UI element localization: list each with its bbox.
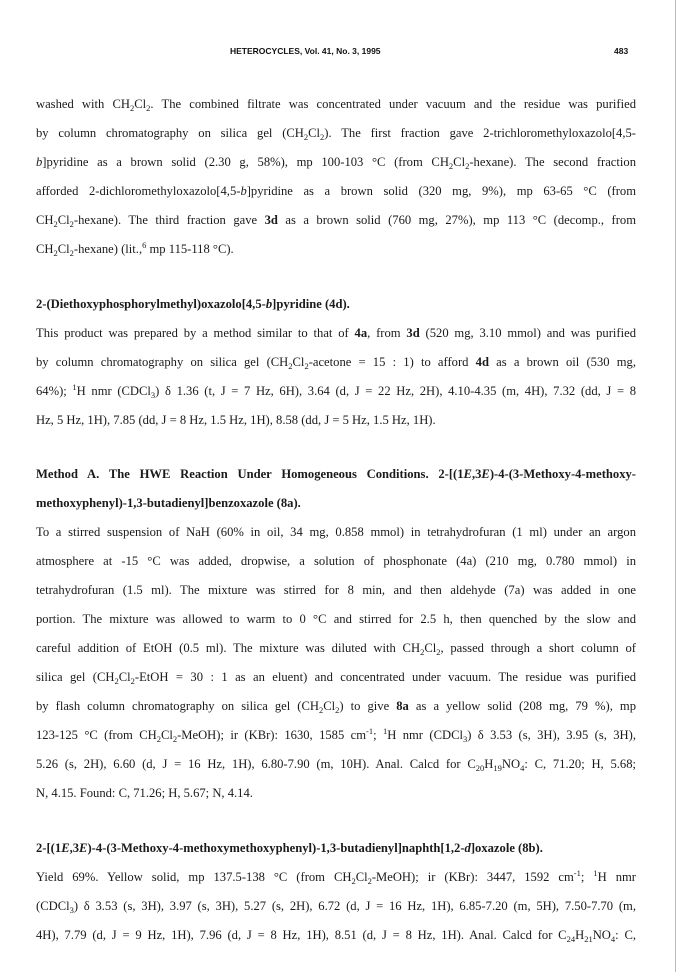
text-line: tetrahydrofuran (1.5 ml). The mixture was stirred for 8 min, and then aldehyde (7a) was added in one [36,583,636,597]
text-line: 5.26 (s, 2H), 6.60 (d, J = 16 Hz, 1H), 6.80-7.90 (m, 10H). Anal. Calcd for $C_{20}H_{19}NO_4$: C, 71.20; H, 5.68; [36,757,636,773]
text-line: atmosphere at -15 °C was added, dropwise, a solution of phosphonate (4a) (210 mg, 0.780 mmol) in [36,554,636,568]
text-line: Hz, 5 Hz, 1H), 7.85 (dd, J = 8 Hz, 1.5 Hz, 1H), 8.58 (dd, J = 5 Hz, 1.5 Hz, 1H). [36,413,436,427]
text-line: This product was prepared by a method similar to that of 4a, from 3d (520 mg, 3.10 mmol) and was purified [36,326,636,340]
text-line: N, 4.15. Found: C, 71.26; H, 5.67; N, 4.14. [36,786,253,800]
text-line: $CH_2Cl_2-hexane$) (lit.,$^6$ mp 115-118 °C). [36,240,234,258]
running-header [0,46,676,60]
text-line: portion. The mixture was allowed to warm to 0 °C and stirred for 2.5 h, then quenched by the slow and [36,612,636,626]
journal-citation: HETEROCYCLES, Vol. 41, No. 3, 1995 [230,46,381,56]
text-line: (CDCl$_3$) δ 3.53 (s, 3H), 3.97 (s, 3H), 5.27 (s, 2H), 6.72 (d, J = 16 Hz, 1H), 6.85-7.20 (m, 5H), 7.50-7.70 (m, [36,899,636,915]
text-line: by column chromatography on silica gel $(CH_2Cl_2)$. The first fraction gave 2-trichloromethyloxazolo[4,5- [36,126,636,142]
text-line: washed with $CH_2Cl_2$. The combined filtrate was concentrated under vacuum and the residue was purified [36,97,636,113]
text-line: by flash column chromatography on silica gel $(CH_2Cl_2)$ to give 8a as a yellow solid (208 mg, 79 %), mp [36,699,637,715]
section-heading: 2-[(1E,3E)-4-(3-Methoxy-4-methoxymethoxyphenyl)-1,3-butadienyl]naphth[1,2-d]oxazole (8b). [36,841,543,855]
text-line: careful addition of EtOH (0.5 ml). The mixture was diluted with $CH_2Cl_2$, passed through a short column of [36,641,636,657]
page-number: 483 [614,46,629,56]
section-heading: Method A. The HWE Reaction Under Homogeneous Conditions. 2-[(1E,3E)-4-(3-Methoxy-4-methoxy- [36,467,636,481]
section-heading: methoxyphenyl)-1,3-butadienyl]benzoxazole (8a). [36,496,301,510]
text-line: 64%); $^1$H nmr (CDCl$_3$) δ 1.36 (t, J = 7 Hz, 6H), 3.64 (d, J = 22 Hz, 2H), 4.10-4.35 (m, 4H), 7.32 (dd, J = 8 [36,382,636,400]
text-line: To a stirred suspension of NaH (60% in oil, 34 mg, 0.858 mmol) in tetrahydrofuran (1 ml) under an argon [36,525,636,539]
text-line: 123-125 °C (from $CH_2Cl_2-MeOH$); ir (KBr): 1630, 1585 $cm^{-1}$; $^1$H nmr (CDCl$_3$) δ 3.53 (s, 3H), 3.95 (s, 3H), [36,726,636,744]
text-line: silica gel ($CH_2Cl_2$-EtOH = 30 : 1 as an eluent) and concentrated under vacuum. The residue was purified [36,670,636,686]
text-line: b]pyridine as a brown solid (2.30 g, 58%), mp 100-103 °C (from $CH_2Cl_2-hexane$). The second fraction [36,155,636,171]
text-line: afforded 2-dichloromethyloxazolo[4,5-b]pyridine as a brown solid (320 mg, 9%), mp 63-65 °C (from [36,184,636,198]
section-heading: 2-(Diethoxyphosphorylmethyl)oxazolo[4,5-b]pyridine (4d). [36,297,350,311]
text-line: $CH_2Cl_2-hexane$). The third fraction gave 3d as a brown solid (760 mg, 27%), mp 113 °C (decomp., from [36,213,636,229]
text-line: 4H), 7.79 (d, J = 9 Hz, 1H), 7.96 (d, J = 8 Hz, 1H), 8.51 (d, J = 8 Hz, 1H). Anal. Calcd for $C_{24}H_{21}NO_4$: C, [36,928,636,944]
text-line: Yield 69%. Yellow solid, mp 137.5-138 °C (from $CH_2Cl_2-MeOH$); ir (KBr): 3447, 1592 $cm^{-1}$; $^1$H nmr [36,868,636,886]
text-line: by column chromatography on silica gel ($CH_2Cl_2$-acetone = 15 : 1) to afford 4d as a brown oil (530 mg, [36,355,636,371]
